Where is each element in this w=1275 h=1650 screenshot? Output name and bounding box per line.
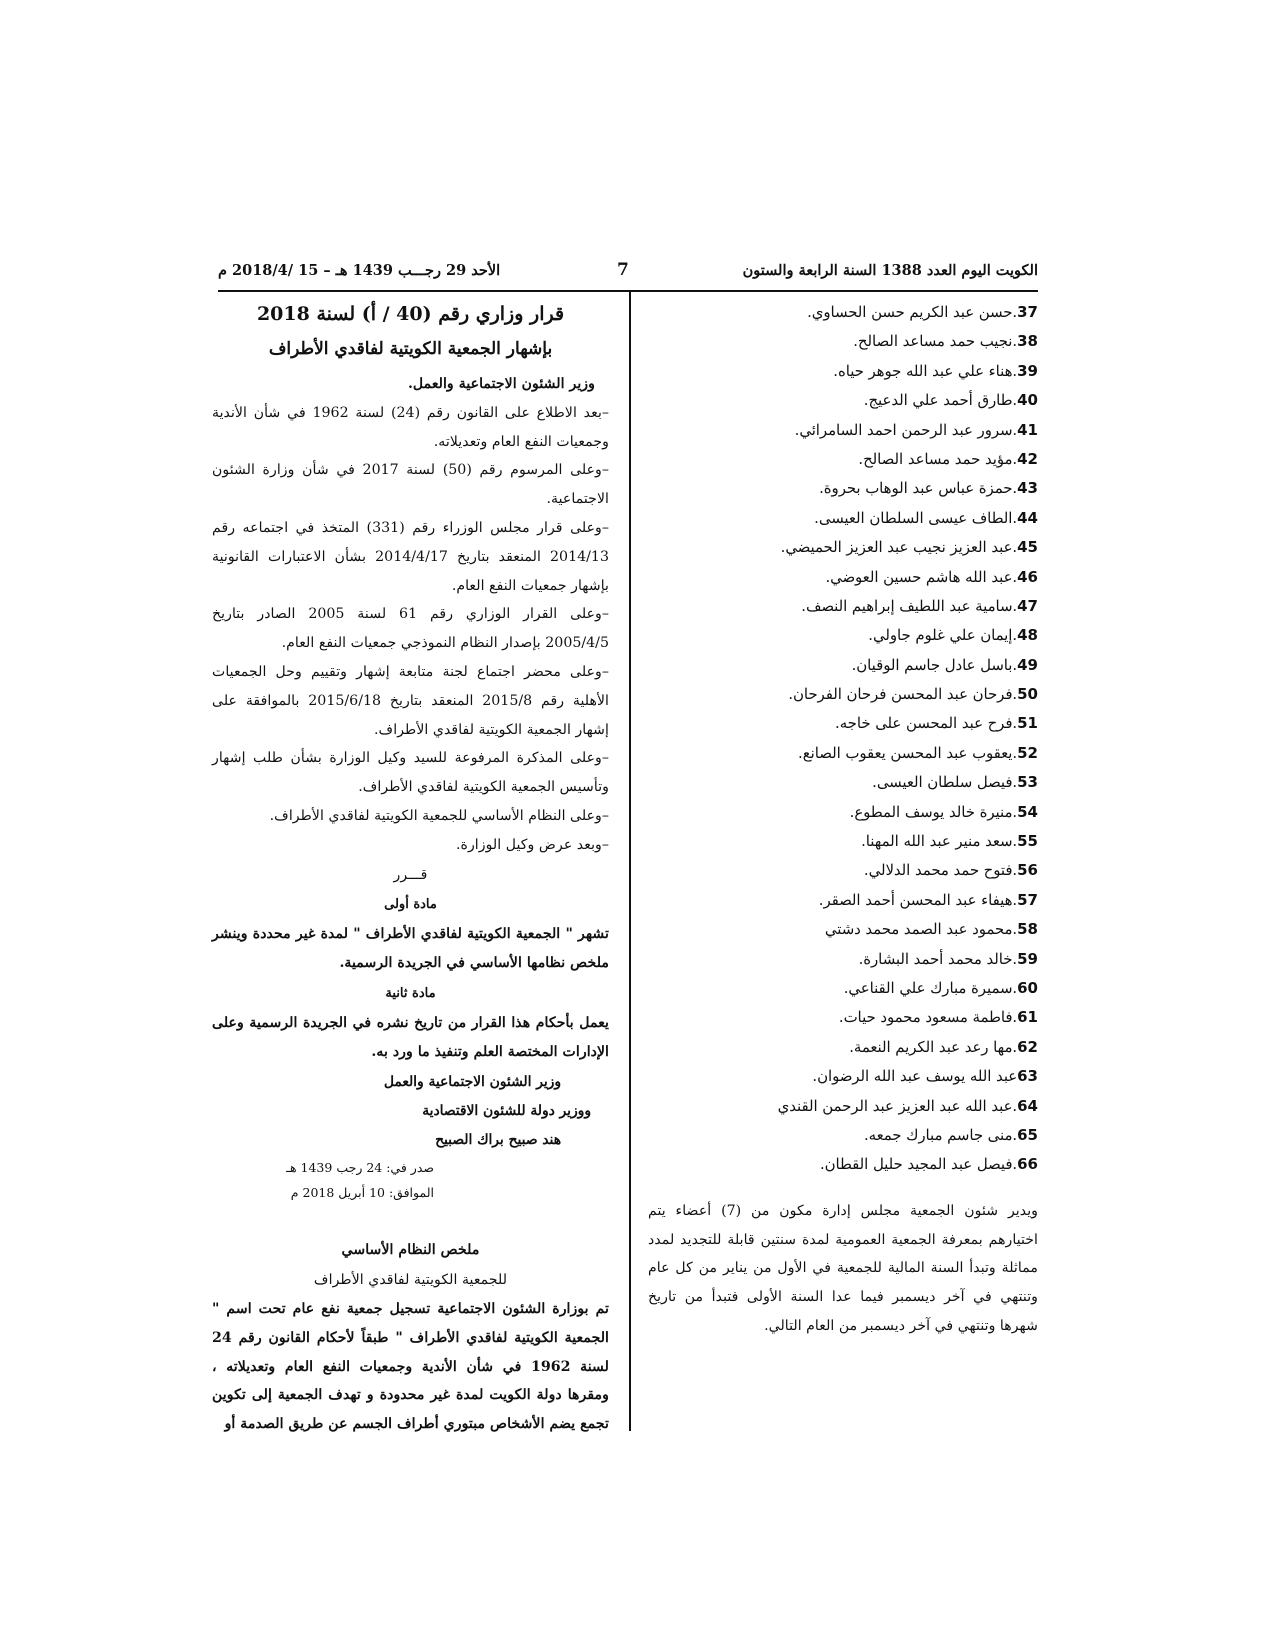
summary-subtitle: للجمعية الكويتية لفاقدي الأطراف — [313, 1271, 508, 1288]
list-item: 38.نجيب حمد مساعد الصالح. — [853, 332, 1038, 351]
board-paragraph: ويدير شئون الجمعية مجلس إدارة مكون من (7) أعضاء يتم اختيارهم بمعرفة الجمعية العمومية لمدة سنتين قابلة للتجديد لمدد مماثلة وتبدأ السنة المالية للجمعية في الأول من يناير من كل عام وتنتهي في آخر ديسمبر فيما عدا السنة الأولى فتبدأ من تاريخ شهرها وتنتهي في آخر ديسمبر من العام التالي. — [648, 1203, 1038, 1334]
list-item: 49.باسل عادل جاسم الوقيان. — [851, 655, 1038, 674]
list-item: 58.محمود عبد الصمد محمد دشتي — [824, 920, 1038, 939]
summary-title: ملخص النظام الأساسي — [341, 1241, 480, 1258]
recital: –وعلى النظام الأساسي للجمعية الكويتية لفاقدي الأطراف. — [269, 807, 609, 824]
members-list — [648, 298, 1038, 1180]
summary-text: تم بوزارة الشئون الاجتماعية تسجيل جمعية نفع عام تحت اسم " الجمعية الكويتية لفاقدي الأطراف " طبقاً لأحكام القانون رقم 24 لسنة 1962 في شأن الأندية وجمعيات النفع العام وتعديلاته ، ومقرها دولة الكويت لمدة غير محدودة و تهدف الجمعية إلى تكوين تجمع يضم الأشخاص مبتوري أطراف الجسم عن طريق الصدمة أو — [212, 1300, 609, 1433]
list-item: 42.مؤيد حمد مساعد الصالح. — [858, 449, 1038, 468]
list-item: 37.حسن عبد الكريم حسن الحساوي. — [807, 303, 1038, 321]
article2-text: يعمل بأحكام هذا القرار من تاريخ نشره في الجريدة الرسمية وعلى الإدارات المختصة العلم وتنفيذ ما ورد به. — [212, 1014, 609, 1061]
list-item: 56.فتوح حمد محمد الدلالي. — [863, 861, 1038, 880]
list-item: 54.منيرة خالد يوسف المطوع. — [849, 802, 1038, 821]
list-item: 62.مها رعد عبد الكريم النعمة. — [849, 1037, 1038, 1056]
column-divider — [629, 291, 631, 1431]
list-item: 41.سرور عبد الرحمن احمد السامرائي. — [794, 420, 1038, 439]
list-item: 50.فرحان عبد المحسن فرحان الفرحان. — [788, 685, 1038, 704]
list-item: 44.الطاف عيسى السلطان العيسى. — [814, 508, 1038, 527]
signatory-title: وزير الشئون الاجتماعية والعمل — [383, 1073, 561, 1090]
list-item: 48.إيمان علي غلوم جاولي. — [868, 626, 1038, 645]
list-item: 55.سعد منير عبد الله المهنا. — [861, 832, 1038, 851]
list-item: 47.سامية عبد اللطيف إبراهيم النصف. — [801, 596, 1038, 615]
article1-text: تشهر " الجمعية الكويتية لفاقدي الأطراف " لمدة غير محددة وينشر ملخص نظامها الأساسي في الجريدة الرسمية. — [212, 925, 609, 972]
recital: –بعد الاطلاع على القانون رقم (24) لسنة 1962 في شأن الأندية وجمعيات النفع العام وتعديلاته. — [212, 404, 610, 450]
list-item: 65.منى جاسم مبارك جمعه. — [863, 1125, 1038, 1144]
recital: –وعلى القرار الوزاري رقم 61 لسنة 2005 الصادر بتاريخ 2005/4/5 بإصدار النظام النموذجي جمعيات النفع العام. — [212, 606, 610, 652]
list-item: 66.فيصل عبد المجيد حليل القطان. — [819, 1155, 1038, 1174]
minister-line: وزير الشئون الاجتماعية والعمل. — [407, 376, 595, 392]
signatory-name: هند صبيح براك الصبيح — [435, 1131, 561, 1148]
gazette-issue-info: الكويت اليوم العدد 1388 السنة الرابعة والستون — [742, 262, 1038, 279]
header-date: الأحد 29 رجـــب 1439 هـ – 15 /2018/4 م — [218, 262, 501, 279]
page-number: 7 — [617, 260, 629, 280]
list-item: 51.فرح عبد المحسن على خاجه. — [835, 714, 1038, 733]
decree-column — [212, 296, 609, 1439]
corresponding-date: الموافق: 10 أبريل 2018 م — [290, 1184, 434, 1200]
article1-heading: مادة أولى — [384, 896, 437, 912]
recital: –وعلى المرسوم رقم (50) لسنة 2017 في شأن وزارة الشئون الاجتماعية. — [212, 462, 610, 508]
page-header — [218, 258, 1038, 288]
list-item: 39.هناء علي عبد الله جوهر حياه. — [833, 361, 1038, 380]
recital: –وعلى قرار مجلس الوزراء رقم (331) المتخذ في اجتماعه رقم 2014/13 المنعقد بتاريخ 2014/4/17 بشأن الاعتبارات القانونية بإشهار جمعيات النفع العام. — [212, 519, 609, 594]
list-item: 52.يعقوب عبد المحسن يعقوب الصانع. — [798, 743, 1038, 762]
header-rule — [218, 290, 1038, 292]
list-item: 61.فاطمة مسعود محمود حيات. — [838, 1008, 1038, 1027]
recital: –وبعد عرض وكيل الوزارة. — [456, 836, 609, 853]
decree-title: قرار وزاري رقم (40 / أ) لسنة 2018 — [256, 303, 565, 325]
list-item: 57.هيفاء عبد المحسن أحمد الصقر. — [818, 890, 1038, 909]
list-item: 40.طارق أحمد علي الدعيج. — [863, 391, 1038, 410]
signatory-title-2: ووزير دولة للشئون الاقتصادية — [422, 1102, 591, 1119]
list-item: 60.سميرة مبارك علي القناعي. — [843, 978, 1038, 997]
list-item: 63عبد الله يوسف عبد الله الرضوان. — [812, 1067, 1038, 1086]
recital: –وعلى محضر اجتماع لجنة متابعة إشهار وتقييم وحل الجمعيات الأهلية رقم 2015/8 المنعقد بتاريخ 2015/6/18 بالموافقة على إشهار الجمعية الكويتية لفاقدي الأطراف. — [212, 663, 609, 738]
issued-date: صدر في: 24 رجب 1439 هـ — [286, 1159, 434, 1175]
decree-subtitle: بإشهار الجمعية الكويتية لفاقدي الأطراف — [268, 339, 553, 359]
article2-heading: مادة ثانية — [385, 985, 436, 1001]
list-item: 59.خالد محمد أحمد البشارة. — [858, 949, 1038, 968]
list-item: 45.عبد العزيز نجيب عبد العزيز الحميضي. — [780, 538, 1038, 557]
list-item: 43.حمزة عباس عبد الوهاب بحروة. — [819, 479, 1038, 498]
recital: –وعلى المذكرة المرفوعة للسيد وكيل الوزارة بشأن طلب إشهار وتأسيس الجمعية الكويتية لفاقدي الأطراف. — [212, 750, 609, 796]
list-item: 46.عبد الله هاشم حسين العوضي. — [825, 567, 1038, 586]
list-item: 64.عبد الله عبد العزيز عبد الرحمن القندي — [777, 1096, 1038, 1115]
list-item: 53.فيصل سلطان العيسى. — [872, 773, 1038, 792]
decided-heading: قـــرر — [393, 866, 428, 883]
